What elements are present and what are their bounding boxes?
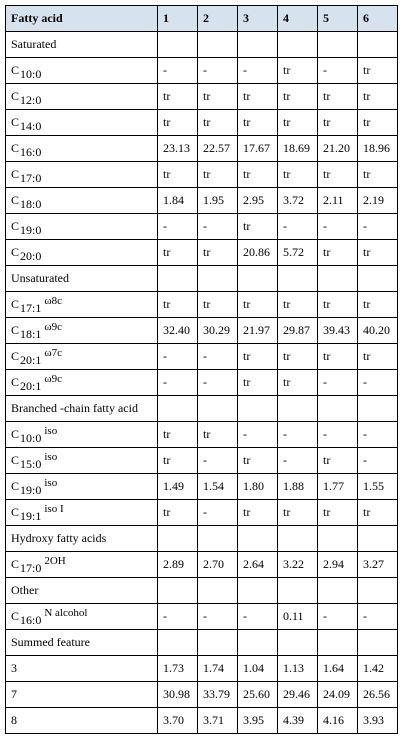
value-cell-5: 1.64 [318,656,358,682]
empty-cell [238,32,278,58]
value-cell-4: tr [278,110,318,136]
value-cell-5: tr [318,162,358,188]
section-row [6,32,398,58]
value-cell-3: tr [238,162,278,188]
value-cell-1: - [158,604,198,630]
value-cell-2: tr [198,110,238,136]
empty-cell [278,526,318,552]
section-label: Other [6,578,158,604]
empty-cell [358,396,398,422]
fatty-acid-name [6,682,158,708]
value-cell-6: 3.27 [358,552,398,578]
table-row [6,110,398,136]
header-row [6,6,398,32]
value-cell-6: 1.42 [358,656,398,682]
header-cell-6: 6 [358,6,398,32]
value-cell-6: 2.19 [358,188,398,214]
value-cell-3: tr [238,500,278,526]
value-cell-5: tr [318,500,358,526]
chain-subscript: 20:1 [20,379,42,393]
empty-cell [318,578,358,604]
chain-subscript: 16:0 [20,145,42,159]
value-cell-3: 21.97 [238,318,278,344]
value-cell-6: 1.55 [358,474,398,500]
carbon-letter: C [11,63,20,77]
carbon-letter: C [11,141,20,155]
header-cell-4: 4 [278,6,318,32]
table-row [6,240,398,266]
table-row [6,552,398,578]
value-cell-2: 3.71 [198,708,238,734]
isomer-superscript: ω9c [44,373,62,385]
empty-cell [318,396,358,422]
value-cell-5: - [318,604,358,630]
value-cell-2: - [198,500,238,526]
value-cell-4: 3.72 [278,188,318,214]
empty-cell [318,32,358,58]
value-cell-1: 32.40 [158,318,198,344]
section-label: Hydroxy fatty acids [6,526,158,552]
value-cell-1: 30.98 [158,682,198,708]
empty-cell [198,578,238,604]
table-row [6,162,398,188]
isomer-superscript: N alcohol [44,607,88,619]
carbon-letter: C [11,453,20,467]
section-label: Unsaturated [6,266,158,292]
section-label: Branched -chain fatty acid [6,396,158,422]
value-cell-1: tr [158,500,198,526]
value-cell-3: tr [238,370,278,396]
table-row [6,58,398,84]
fatty-acid-name [6,162,158,188]
chain-subscript: 17:0 [20,561,42,575]
value-cell-2: - [198,214,238,240]
section-row [6,266,398,292]
value-cell-5: 2.11 [318,188,358,214]
table-row [6,708,398,734]
chain-subscript: 18:1 [20,327,42,341]
value-cell-5: tr [318,292,358,318]
value-cell-4: - [278,422,318,448]
fatty-acid-name [6,552,158,578]
isomer-superscript: iso [44,425,58,437]
value-cell-3: tr [238,84,278,110]
value-cell-6: tr [358,84,398,110]
value-cell-4: 1.88 [278,474,318,500]
carbon-letter: C [11,427,20,441]
carbon-letter: C [11,245,20,259]
value-cell-4: 29.46 [278,682,318,708]
value-cell-5: - [318,58,358,84]
table-row [6,474,398,500]
value-cell-2: tr [198,240,238,266]
empty-cell [278,32,318,58]
empty-cell [198,32,238,58]
value-cell-5: tr [318,84,358,110]
carbon-letter: C [11,609,20,623]
table-row [6,682,398,708]
value-cell-5: tr [318,110,358,136]
table-row [6,344,398,370]
empty-cell [198,266,238,292]
empty-cell [198,630,238,656]
value-cell-4: tr [278,500,318,526]
fatty-acid-table-container [5,5,398,734]
value-cell-3: - [238,58,278,84]
empty-cell [238,630,278,656]
empty-cell [158,266,198,292]
fatty-acid-name [6,422,158,448]
fatty-acid-name [6,110,158,136]
value-cell-6: tr [358,240,398,266]
table-row [6,604,398,630]
table-row [6,370,398,396]
value-cell-5: 2.94 [318,552,358,578]
empty-cell [358,266,398,292]
section-row [6,630,398,656]
value-cell-6: tr [358,500,398,526]
table-row [6,136,398,162]
value-cell-3: tr [238,214,278,240]
fatty-acid-name [6,500,158,526]
chain-subscript: 12:0 [20,93,42,107]
fatty-acid-name [6,370,158,396]
value-cell-1: tr [158,448,198,474]
value-cell-5: tr [318,344,358,370]
table-body [6,32,398,734]
value-cell-2: 1.54 [198,474,238,500]
value-cell-2: 30.29 [198,318,238,344]
value-cell-1: 23.13 [158,136,198,162]
value-cell-4: - [278,448,318,474]
value-cell-2: - [198,370,238,396]
value-cell-4: 1.13 [278,656,318,682]
value-cell-6: - [358,214,398,240]
fatty-acid-table [5,5,398,734]
value-cell-1: tr [158,84,198,110]
fatty-acid-name [6,292,158,318]
empty-cell [238,578,278,604]
value-cell-2: - [198,604,238,630]
empty-cell [238,396,278,422]
value-cell-1: tr [158,162,198,188]
fatty-acid-name [6,318,158,344]
carbon-letter: C [11,89,20,103]
value-cell-2: - [198,448,238,474]
fatty-acid-name [6,708,158,734]
isomer-superscript: iso [44,477,58,489]
value-cell-6: - [358,604,398,630]
section-row [6,578,398,604]
header-cell-5: 5 [318,6,358,32]
value-cell-4: tr [278,162,318,188]
fatty-acid-name [6,656,158,682]
header-cell-fatty-acid: Fatty acid [6,6,158,32]
fatty-acid-name [6,240,158,266]
summed-feature-label: 8 [11,713,17,727]
value-cell-5: tr [318,448,358,474]
value-cell-2: 33.79 [198,682,238,708]
fatty-acid-name [6,474,158,500]
value-cell-4: 0.11 [278,604,318,630]
value-cell-1: - [158,58,198,84]
table-row [6,292,398,318]
chain-subscript: 20:0 [20,249,42,263]
empty-cell [158,630,198,656]
fatty-acid-name [6,84,158,110]
table-row [6,656,398,682]
fatty-acid-name [6,344,158,370]
value-cell-2: tr [198,292,238,318]
empty-cell [198,396,238,422]
value-cell-1: tr [158,292,198,318]
section-label: Saturated [6,32,158,58]
carbon-letter: C [11,349,20,363]
isomer-superscript: 2OH [44,555,66,567]
carbon-letter: C [11,219,20,233]
value-cell-5: tr [318,240,358,266]
chain-subscript: 19:1 [20,509,42,523]
value-cell-4: 18.69 [278,136,318,162]
isomer-superscript: iso I [44,503,64,515]
empty-cell [158,32,198,58]
chain-subscript: 17:1 [20,301,42,315]
value-cell-4: 4.39 [278,708,318,734]
value-cell-4: 5.72 [278,240,318,266]
empty-cell [238,526,278,552]
value-cell-3: tr [238,448,278,474]
header-cell-1: 1 [158,6,198,32]
chain-subscript: 16:0 [20,613,42,627]
value-cell-1: 1.84 [158,188,198,214]
carbon-letter: C [11,193,20,207]
value-cell-5: 1.77 [318,474,358,500]
empty-cell [158,396,198,422]
value-cell-6: 26.56 [358,682,398,708]
section-label: Summed feature [6,630,158,656]
value-cell-3: 2.95 [238,188,278,214]
table-row [6,214,398,240]
value-cell-1: tr [158,240,198,266]
value-cell-6: - [358,370,398,396]
value-cell-6: 40.20 [358,318,398,344]
value-cell-1: 1.73 [158,656,198,682]
chain-subscript: 10:0 [20,431,42,445]
fatty-acid-name [6,604,158,630]
chain-subscript: 10:0 [20,67,42,81]
value-cell-2: 2.70 [198,552,238,578]
value-cell-6: 3.93 [358,708,398,734]
empty-cell [278,396,318,422]
empty-cell [358,630,398,656]
fatty-acid-name [6,448,158,474]
value-cell-6: - [358,422,398,448]
value-cell-5: 4.16 [318,708,358,734]
empty-cell [318,266,358,292]
value-cell-2: 1.74 [198,656,238,682]
empty-cell [278,266,318,292]
value-cell-3: 17.67 [238,136,278,162]
value-cell-6: 18.96 [358,136,398,162]
carbon-letter: C [11,479,20,493]
value-cell-5: - [318,422,358,448]
carbon-letter: C [11,375,20,389]
carbon-letter: C [11,115,20,129]
value-cell-5: - [318,370,358,396]
value-cell-3: 1.80 [238,474,278,500]
value-cell-6: tr [358,162,398,188]
chain-subscript: 17:0 [20,171,42,185]
table-row [6,422,398,448]
value-cell-6: tr [358,58,398,84]
value-cell-1: 2.89 [158,552,198,578]
fatty-acid-name [6,214,158,240]
empty-cell [318,526,358,552]
header-cell-3: 3 [238,6,278,32]
value-cell-6: tr [358,344,398,370]
section-row [6,396,398,422]
value-cell-4: 3.22 [278,552,318,578]
empty-cell [318,630,358,656]
empty-cell [198,526,238,552]
value-cell-4: tr [278,58,318,84]
value-cell-1: - [158,370,198,396]
chain-subscript: 14:0 [20,119,42,133]
value-cell-2: tr [198,422,238,448]
value-cell-2: - [198,58,238,84]
value-cell-3: 2.64 [238,552,278,578]
section-row [6,526,398,552]
value-cell-3: - [238,604,278,630]
fatty-acid-name [6,136,158,162]
value-cell-2: tr [198,162,238,188]
summed-feature-label: 7 [11,687,17,701]
value-cell-5: 39.43 [318,318,358,344]
fatty-acid-name [6,188,158,214]
value-cell-4: 29.87 [278,318,318,344]
value-cell-4: tr [278,84,318,110]
value-cell-3: tr [238,110,278,136]
carbon-letter: C [11,505,20,519]
fatty-acid-name [6,58,158,84]
isomer-superscript: ω8c [44,295,62,307]
chain-subscript: 15:0 [20,457,42,471]
value-cell-3: 1.04 [238,656,278,682]
value-cell-6: tr [358,292,398,318]
value-cell-5: - [318,214,358,240]
value-cell-5: 21.20 [318,136,358,162]
carbon-letter: C [11,323,20,337]
empty-cell [158,578,198,604]
value-cell-5: 24.09 [318,682,358,708]
chain-subscript: 20:1 [20,353,42,367]
isomer-superscript: ω7c [44,347,62,359]
value-cell-6: tr [358,110,398,136]
empty-cell [358,526,398,552]
empty-cell [358,32,398,58]
empty-cell [278,630,318,656]
chain-subscript: 19:0 [20,483,42,497]
value-cell-2: 22.57 [198,136,238,162]
value-cell-4: tr [278,292,318,318]
value-cell-1: - [158,344,198,370]
chain-subscript: 18:0 [20,197,42,211]
empty-cell [238,266,278,292]
table-row [6,188,398,214]
value-cell-1: 1.49 [158,474,198,500]
value-cell-3: 20.86 [238,240,278,266]
empty-cell [358,578,398,604]
summed-feature-label: 3 [11,661,17,675]
value-cell-6: - [358,448,398,474]
value-cell-2: tr [198,84,238,110]
isomer-superscript: ω9c [44,321,62,333]
value-cell-2: 1.95 [198,188,238,214]
value-cell-3: tr [238,292,278,318]
value-cell-1: - [158,214,198,240]
value-cell-4: - [278,214,318,240]
carbon-letter: C [11,557,20,571]
value-cell-4: tr [278,370,318,396]
value-cell-3: 3.95 [238,708,278,734]
empty-cell [278,578,318,604]
header-cell-2: 2 [198,6,238,32]
value-cell-1: tr [158,422,198,448]
value-cell-4: tr [278,344,318,370]
value-cell-1: tr [158,110,198,136]
carbon-letter: C [11,167,20,181]
value-cell-2: - [198,344,238,370]
table-row [6,84,398,110]
table-row [6,318,398,344]
table-row [6,500,398,526]
chain-subscript: 19:0 [20,223,42,237]
value-cell-1: 3.70 [158,708,198,734]
value-cell-3: - [238,422,278,448]
empty-cell [158,526,198,552]
value-cell-3: 25.60 [238,682,278,708]
carbon-letter: C [11,297,20,311]
value-cell-3: tr [238,344,278,370]
isomer-superscript: iso [44,451,58,463]
table-row [6,448,398,474]
